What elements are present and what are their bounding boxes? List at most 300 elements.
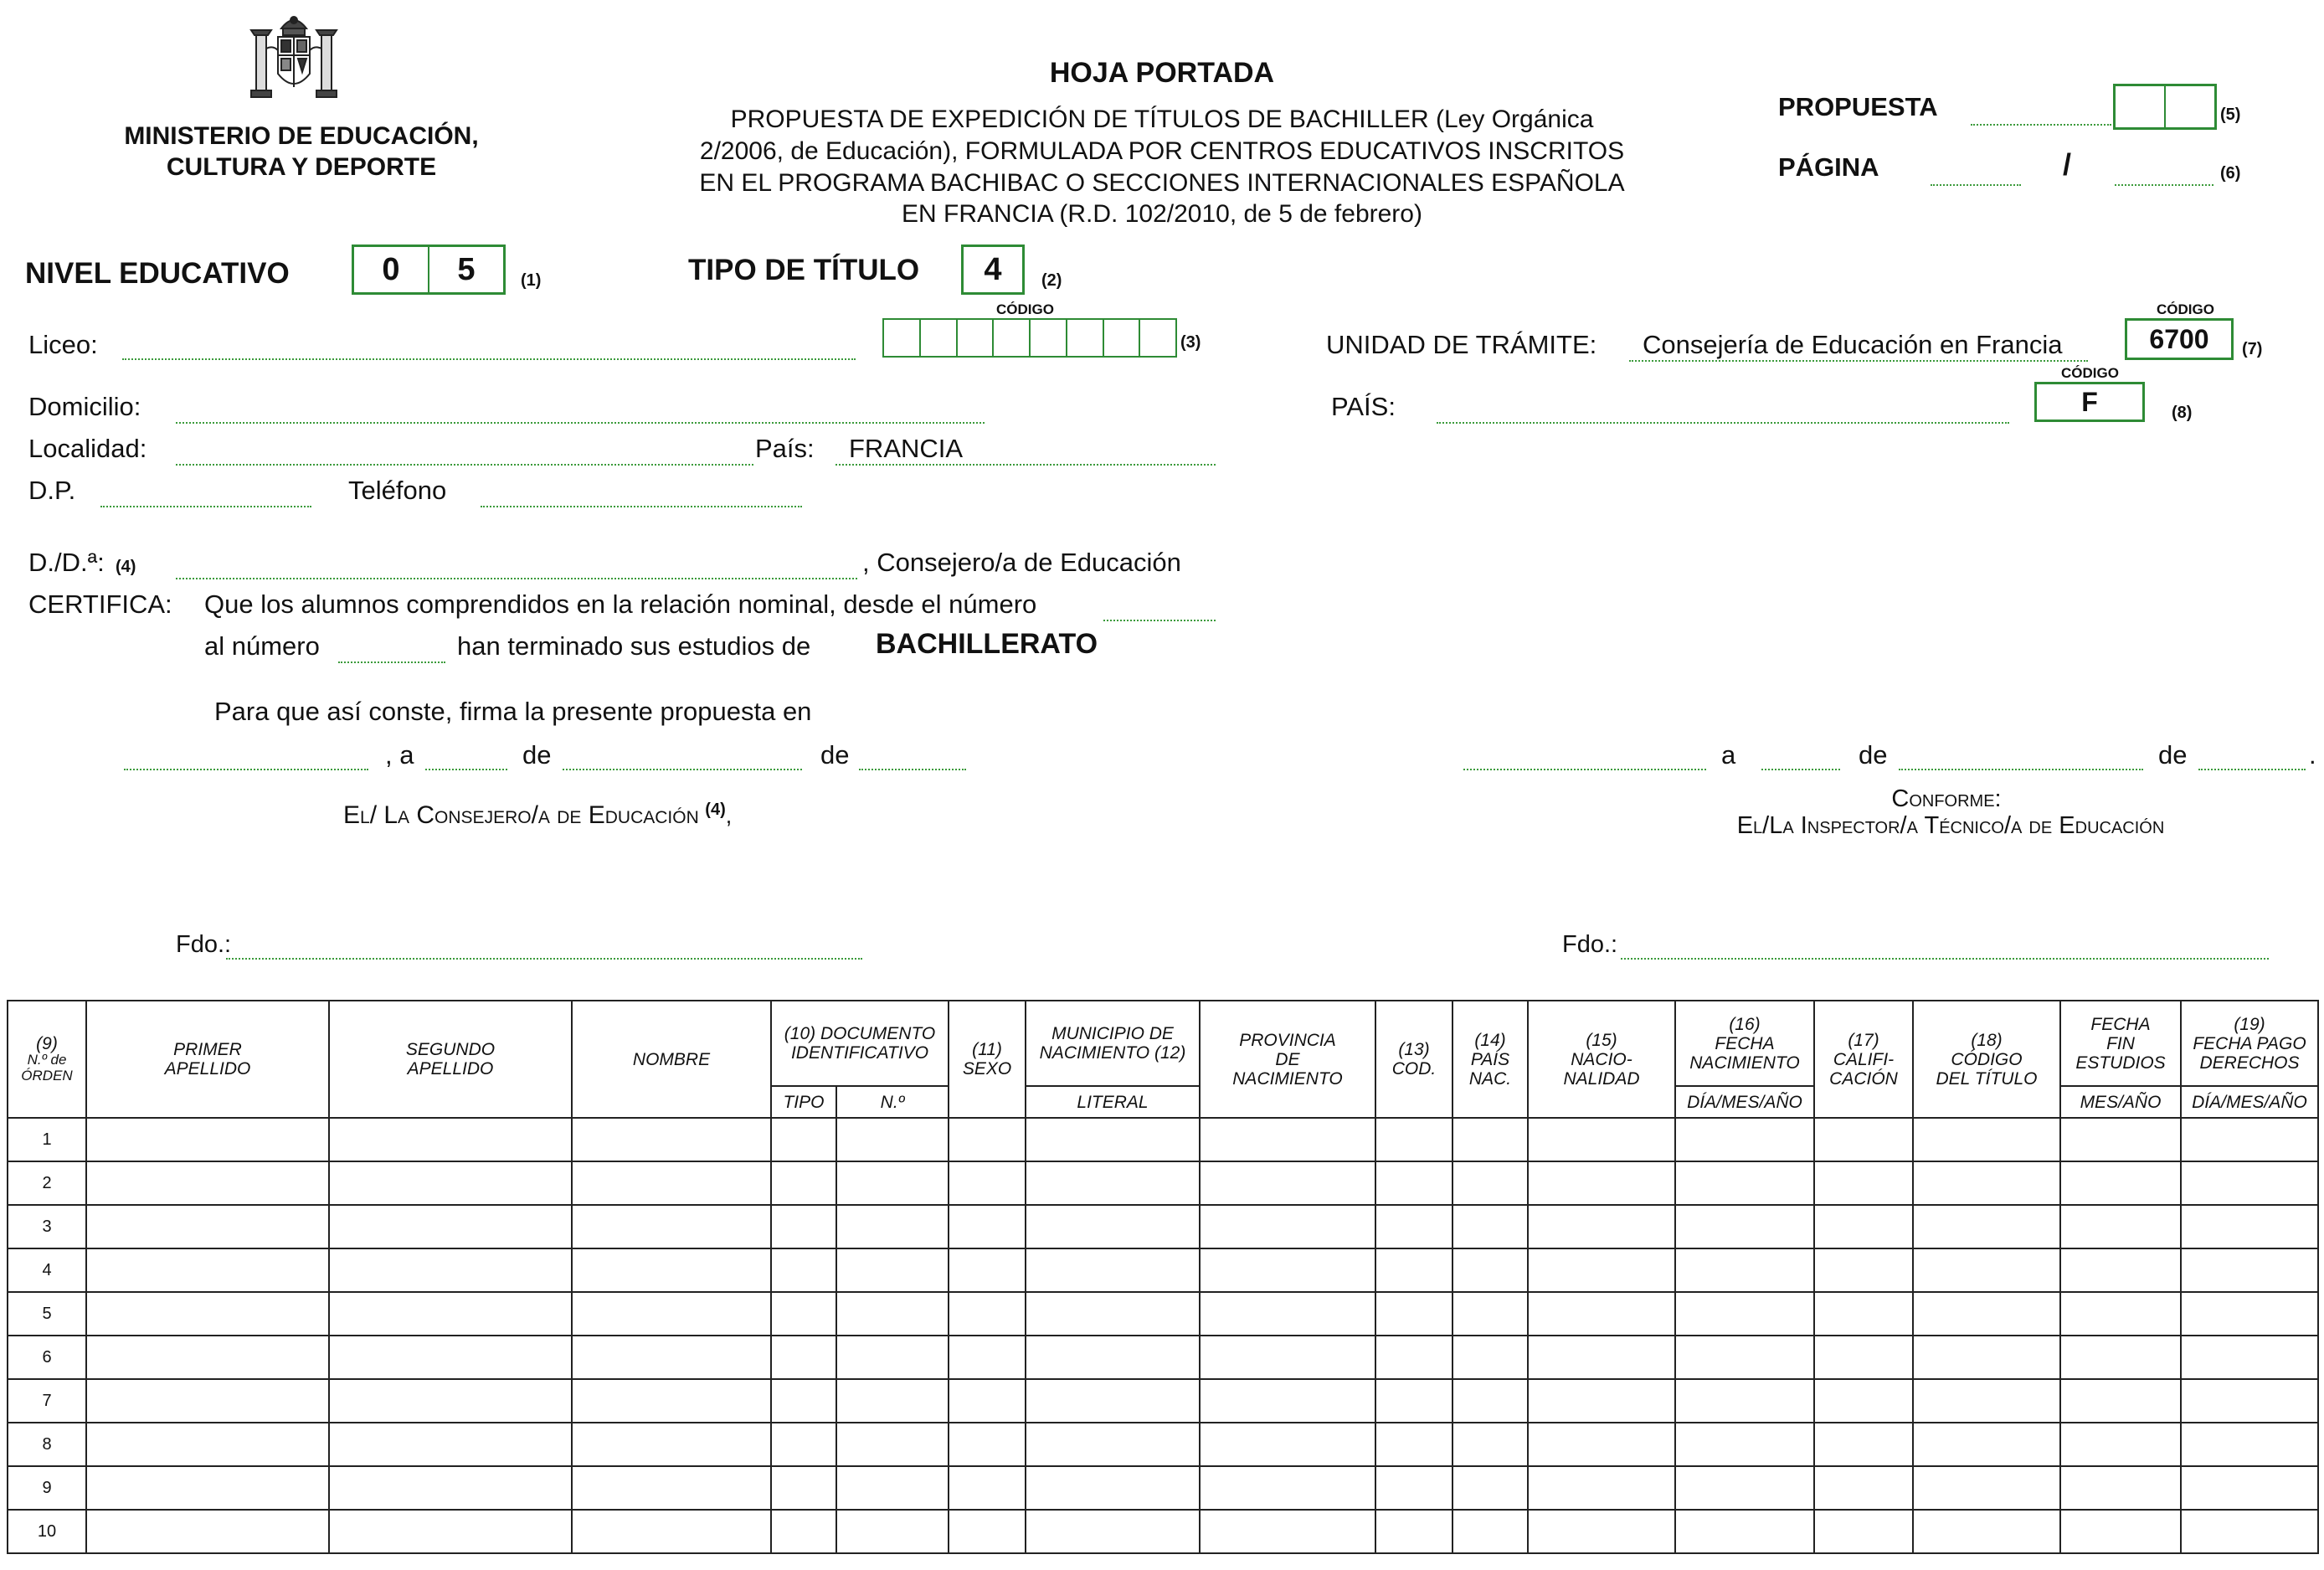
table-cell[interactable] xyxy=(1200,1466,1375,1510)
table-cell[interactable] xyxy=(2060,1466,2181,1510)
table-cell[interactable] xyxy=(1675,1423,1814,1466)
table-cell[interactable] xyxy=(1675,1292,1814,1336)
col-calif-h3: CACIÓN xyxy=(1829,1068,1898,1089)
table-cell[interactable] xyxy=(86,1466,329,1510)
table-cell[interactable] xyxy=(572,1292,771,1336)
table-cell[interactable] xyxy=(1814,1466,1913,1510)
table-cell[interactable] xyxy=(1528,1336,1675,1379)
table-cell[interactable] xyxy=(329,1510,572,1553)
propuesta-line[interactable] xyxy=(1971,124,2111,126)
table-row xyxy=(8,1379,2318,1423)
table-cell[interactable] xyxy=(1913,1423,2060,1466)
conforme-period: . xyxy=(2309,740,2316,770)
table-cell[interactable] xyxy=(1375,1510,1452,1553)
table-cell[interactable] xyxy=(1375,1336,1452,1379)
table-cell[interactable] xyxy=(949,1161,1026,1205)
table-cell[interactable] xyxy=(949,1336,1026,1379)
table-cell[interactable] xyxy=(2060,1161,2181,1205)
table-cell[interactable] xyxy=(86,1118,329,1161)
conforme-anio-line[interactable] xyxy=(2198,769,2306,770)
table-cell[interactable] xyxy=(86,1205,329,1248)
table-cell[interactable] xyxy=(1375,1248,1452,1292)
consejero-signature-title xyxy=(343,800,732,830)
table-cell[interactable] xyxy=(86,1423,329,1466)
table-cell[interactable] xyxy=(2060,1118,2181,1161)
col-fecha-nac-h1: (16) xyxy=(1729,1014,1761,1034)
fdo-left-line[interactable] xyxy=(226,958,862,960)
pagina-note: (6) xyxy=(2220,164,2241,183)
table-cell[interactable] xyxy=(86,1336,329,1379)
table-cell[interactable] xyxy=(1675,1205,1814,1248)
col-calificacion-header xyxy=(1814,1001,1913,1118)
col-provincia-header xyxy=(1200,1001,1375,1118)
table-cell[interactable] xyxy=(1675,1248,1814,1292)
table-cell[interactable] xyxy=(2181,1248,2318,1292)
certifica-line2-a: al número xyxy=(204,631,320,661)
table-cell[interactable] xyxy=(1675,1466,1814,1510)
table-cell[interactable] xyxy=(1913,1118,2060,1161)
col-cod-h1: (13) xyxy=(1398,1040,1430,1059)
table-cell[interactable] xyxy=(1528,1205,1675,1248)
row-order-number: 8 xyxy=(8,1423,86,1466)
liceo-note: (3) xyxy=(1180,333,1201,352)
table-cell[interactable] xyxy=(1200,1423,1375,1466)
table-cell[interactable] xyxy=(1675,1161,1814,1205)
table-row xyxy=(8,1161,2318,1205)
table-cell[interactable] xyxy=(329,1423,572,1466)
table-cell[interactable] xyxy=(836,1205,949,1248)
table-cell[interactable] xyxy=(1375,1423,1452,1466)
certifica-hasta-line[interactable] xyxy=(338,661,445,663)
table-cell[interactable] xyxy=(1528,1466,1675,1510)
ministry-name-line1: MINISTERIO DE EDUCACIÓN, xyxy=(124,122,479,150)
table-cell[interactable] xyxy=(1528,1118,1675,1161)
table-cell[interactable] xyxy=(771,1118,836,1161)
table-cell[interactable] xyxy=(1814,1510,1913,1553)
table-row xyxy=(8,1466,2318,1510)
table-cell[interactable] xyxy=(1814,1118,1913,1161)
conforme-mes-line[interactable] xyxy=(1899,769,2143,770)
table-cell[interactable] xyxy=(1913,1466,2060,1510)
nivel-note: (1) xyxy=(521,271,542,290)
liceo-code-cell-4[interactable] xyxy=(992,320,1029,356)
table-cell[interactable] xyxy=(1814,1423,1913,1466)
table-cell[interactable] xyxy=(1675,1118,1814,1161)
table-cell[interactable] xyxy=(1913,1510,2060,1553)
table-cell[interactable] xyxy=(771,1336,836,1379)
localidad-pais-value: FRANCIA xyxy=(849,434,964,463)
domicilio-label: Domicilio: xyxy=(28,392,141,421)
firma-mes-line[interactable] xyxy=(563,769,802,770)
table-cell[interactable] xyxy=(771,1248,836,1292)
table-cell[interactable] xyxy=(86,1379,329,1423)
col-fecha-pago-h3: DERECHOS xyxy=(2199,1053,2300,1073)
pagina-current-line[interactable] xyxy=(1931,184,2021,186)
table-cell[interactable] xyxy=(572,1248,771,1292)
pais-right-note: (8) xyxy=(2172,404,2193,422)
pais-right-line[interactable] xyxy=(1437,422,2009,424)
table-cell[interactable] xyxy=(836,1423,949,1466)
table-cell[interactable] xyxy=(836,1118,949,1161)
table-cell[interactable] xyxy=(1913,1205,2060,1248)
table-cell[interactable] xyxy=(1452,1161,1528,1205)
table-cell[interactable] xyxy=(1375,1118,1452,1161)
table-row xyxy=(8,1205,2318,1248)
table-cell[interactable] xyxy=(329,1118,572,1161)
consejero-title-text: El/ La Consejero/a de Educación xyxy=(343,801,699,829)
firma-intro: Para que así conste, firma la presente propuesta en xyxy=(214,697,812,726)
table-cell[interactable] xyxy=(1452,1510,1528,1553)
table-cell[interactable] xyxy=(572,1336,771,1379)
table-cell[interactable] xyxy=(2060,1423,2181,1466)
table-cell[interactable] xyxy=(1913,1379,2060,1423)
table-row xyxy=(8,1118,2318,1161)
propuesta-note: (5) xyxy=(2220,106,2241,124)
col-orden-h3: ÓRDEN xyxy=(21,1067,73,1084)
conforme-title: Conforme: xyxy=(1891,785,2002,812)
col-municipio-h2: NACIMIENTO (12) xyxy=(1039,1043,1186,1063)
table-cell[interactable] xyxy=(1528,1248,1675,1292)
unidad-tramite-value: Consejería de Educación en Francia xyxy=(1643,330,2063,359)
table-cell[interactable] xyxy=(836,1161,949,1205)
table-cell[interactable] xyxy=(2181,1118,2318,1161)
col-nacionalidad-h3: NALIDAD xyxy=(1563,1068,1640,1089)
liceo-code-cell-2[interactable] xyxy=(919,320,956,356)
table-cell[interactable] xyxy=(1452,1118,1528,1161)
tipo-titulo-box xyxy=(961,245,1025,295)
liceo-code-cell-6[interactable] xyxy=(1066,320,1103,356)
pagina-total-line[interactable] xyxy=(2115,184,2213,186)
table-cell[interactable] xyxy=(836,1248,949,1292)
table-cell[interactable] xyxy=(1452,1466,1528,1510)
firma-de-2: de xyxy=(820,740,850,770)
row-order-number: 1 xyxy=(8,1118,86,1161)
table-cell[interactable] xyxy=(949,1423,1026,1466)
table-cell[interactable] xyxy=(1026,1423,1200,1466)
table-cell[interactable] xyxy=(1026,1336,1200,1379)
col-codtit-h1: (18) xyxy=(1971,1030,2003,1050)
table-cell[interactable] xyxy=(572,1510,771,1553)
table-row xyxy=(8,1510,2318,1553)
table-cell[interactable] xyxy=(572,1423,771,1466)
table-cell[interactable] xyxy=(1026,1379,1200,1423)
col-nombre-header: NOMBRE xyxy=(572,1001,771,1118)
table-cell[interactable] xyxy=(771,1466,836,1510)
col-provincia-h2: DE xyxy=(1275,1049,1300,1069)
firma-de-1: de xyxy=(522,740,552,770)
col-municipio-sub-header: LITERAL xyxy=(1026,1086,1200,1118)
conforme-de-1: de xyxy=(1859,740,1888,770)
tipo-titulo-note: (2) xyxy=(1041,271,1062,290)
table-cell[interactable] xyxy=(1026,1466,1200,1510)
pagina-slash: / xyxy=(2063,147,2072,182)
col-pais-h1: (14) xyxy=(1474,1030,1506,1050)
table-cell[interactable] xyxy=(836,1510,949,1553)
table-cell[interactable] xyxy=(949,1248,1026,1292)
conforme-de-2: de xyxy=(2158,740,2188,770)
table-cell[interactable] xyxy=(329,1292,572,1336)
col-calif-h2: CALIFI- xyxy=(1833,1049,1895,1069)
col-codtit-h2: CÓDIGO xyxy=(1951,1049,2023,1069)
domicilio-line[interactable] xyxy=(176,422,985,424)
table-cell[interactable] xyxy=(329,1336,572,1379)
table-cell[interactable] xyxy=(1913,1161,2060,1205)
table-cell[interactable] xyxy=(771,1510,836,1553)
liceo-code-cell-1[interactable] xyxy=(884,320,919,356)
col-orden-header xyxy=(8,1001,86,1118)
table-cell[interactable] xyxy=(836,1292,949,1336)
table-cell[interactable] xyxy=(2181,1292,2318,1336)
table-cell[interactable] xyxy=(2181,1205,2318,1248)
unidad-codigo-box xyxy=(2125,318,2234,360)
localidad-pais-line xyxy=(836,464,1216,466)
table-cell[interactable] xyxy=(1913,1248,2060,1292)
table-cell[interactable] xyxy=(1528,1510,1675,1553)
col-fecha-pago-header xyxy=(2181,1001,2318,1086)
table-cell[interactable] xyxy=(2060,1379,2181,1423)
localidad-line[interactable] xyxy=(176,464,753,466)
table-cell[interactable] xyxy=(2181,1161,2318,1205)
table-cell[interactable] xyxy=(1026,1510,1200,1553)
table-cell[interactable] xyxy=(949,1510,1026,1553)
table-cell[interactable] xyxy=(771,1161,836,1205)
table-row xyxy=(8,1336,2318,1379)
table-cell[interactable] xyxy=(1026,1205,1200,1248)
table-cell[interactable] xyxy=(572,1379,771,1423)
table-cell[interactable] xyxy=(1375,1205,1452,1248)
table-cell[interactable] xyxy=(86,1510,329,1553)
table-cell[interactable] xyxy=(1452,1248,1528,1292)
table-cell[interactable] xyxy=(1814,1379,1913,1423)
row-order-number: 10 xyxy=(8,1510,86,1553)
table-cell[interactable] xyxy=(1814,1248,1913,1292)
table-cell[interactable] xyxy=(2060,1248,2181,1292)
table-cell[interactable] xyxy=(1814,1336,1913,1379)
table-cell[interactable] xyxy=(1200,1205,1375,1248)
col-orden-h1: (9) xyxy=(36,1033,58,1053)
row-order-number: 9 xyxy=(8,1466,86,1510)
fdo-right-label: Fdo.: xyxy=(1562,931,1618,958)
liceo-codigo-label: CÓDIGO xyxy=(996,301,1054,317)
table-cell[interactable] xyxy=(1200,1336,1375,1379)
col-doc-h2: IDENTIFICATIVO xyxy=(790,1043,929,1063)
table-cell[interactable] xyxy=(2060,1205,2181,1248)
table-cell[interactable] xyxy=(1200,1510,1375,1553)
firma-anio-line[interactable] xyxy=(859,769,966,770)
table-cell[interactable] xyxy=(949,1205,1026,1248)
table-cell[interactable] xyxy=(1675,1379,1814,1423)
firma-comma-a: , a xyxy=(385,740,414,770)
unidad-tramite-line xyxy=(1629,360,2088,362)
telefono-line[interactable] xyxy=(481,506,802,507)
subtitle-line-1: PROPUESTA DE EXPEDICIÓN DE TÍTULOS DE BACHILLER (Ley Orgánica xyxy=(730,106,1594,133)
table-cell[interactable] xyxy=(949,1466,1026,1510)
tipo-titulo-label: TIPO DE TÍTULO xyxy=(688,254,920,286)
subtitle-line-2: 2/2006, de Educación), FORMULADA POR CENTROS EDUCATIVOS INSCRITOS xyxy=(699,137,1625,165)
dp-label: D.P. xyxy=(28,476,76,505)
table-cell[interactable] xyxy=(86,1292,329,1336)
table-cell[interactable] xyxy=(572,1161,771,1205)
col-doc-num-header: N.º xyxy=(836,1086,949,1118)
col-primer-h2: APELLIDO xyxy=(164,1059,251,1078)
table-cell[interactable] xyxy=(1375,1161,1452,1205)
table-cell[interactable] xyxy=(1528,1292,1675,1336)
certifica-label: CERTIFICA: xyxy=(28,589,172,619)
col-segundo-h2: APELLIDO xyxy=(407,1059,494,1078)
table-cell[interactable] xyxy=(1528,1161,1675,1205)
dd-line[interactable] xyxy=(176,578,857,579)
table-cell[interactable] xyxy=(1675,1336,1814,1379)
table-cell[interactable] xyxy=(572,1466,771,1510)
table-cell[interactable] xyxy=(1200,1161,1375,1205)
table-cell[interactable] xyxy=(1913,1292,2060,1336)
table-cell[interactable] xyxy=(1200,1379,1375,1423)
propuesta-digit-1[interactable] xyxy=(2116,86,2164,127)
table-cell[interactable] xyxy=(1814,1161,1913,1205)
row-order-number: 2 xyxy=(8,1161,86,1205)
dp-line[interactable] xyxy=(100,506,311,507)
row-order-number: 7 xyxy=(8,1379,86,1423)
table-cell[interactable] xyxy=(329,1466,572,1510)
table-cell[interactable] xyxy=(86,1248,329,1292)
table-cell[interactable] xyxy=(1452,1292,1528,1336)
table-cell[interactable] xyxy=(329,1161,572,1205)
col-doc-h1: (10) DOCUMENTO xyxy=(784,1024,936,1043)
col-municipio-header xyxy=(1026,1001,1200,1086)
table-cell[interactable] xyxy=(836,1466,949,1510)
table-cell[interactable] xyxy=(1026,1248,1200,1292)
consejero-title-suffix: , xyxy=(725,803,733,828)
firma-lugar-line[interactable] xyxy=(124,769,368,770)
table-cell[interactable] xyxy=(1814,1292,1913,1336)
table-cell[interactable] xyxy=(1913,1336,2060,1379)
table-cell[interactable] xyxy=(2060,1292,2181,1336)
table-cell[interactable] xyxy=(1200,1292,1375,1336)
table-cell[interactable] xyxy=(1200,1248,1375,1292)
table-cell[interactable] xyxy=(572,1118,771,1161)
table-cell[interactable] xyxy=(836,1336,949,1379)
col-primer-apellido-header xyxy=(86,1001,329,1118)
table-cell[interactable] xyxy=(329,1248,572,1292)
table-cell[interactable] xyxy=(771,1423,836,1466)
liceo-code-cell-8[interactable] xyxy=(1139,320,1175,356)
subtitle-line-3: EN EL PROGRAMA BACHIBAC O SECCIONES INTERNACIONALES ESPAÑOLA xyxy=(699,169,1625,197)
row-order-number: 6 xyxy=(8,1336,86,1379)
table-cell[interactable] xyxy=(1452,1423,1528,1466)
col-fecha-nac-h3: NACIMIENTO xyxy=(1689,1053,1800,1073)
table-cell[interactable] xyxy=(1528,1379,1675,1423)
pais-right-label: PAÍS: xyxy=(1331,392,1396,421)
table-cell[interactable] xyxy=(1452,1336,1528,1379)
table-cell[interactable] xyxy=(771,1379,836,1423)
consejero-title-note: (4) xyxy=(705,800,726,819)
table-cell[interactable] xyxy=(2060,1336,2181,1379)
table-row xyxy=(8,1292,2318,1336)
col-sexo-h1: (11) xyxy=(972,1040,1002,1059)
col-provincia-h3: NACIMIENTO xyxy=(1232,1068,1343,1089)
page-title: HOJA PORTADA xyxy=(1049,57,1275,89)
liceo-codigo-box[interactable] xyxy=(882,318,1177,358)
subtitle-line-4: EN FRANCIA (R.D. 102/2010, de 5 de febrero) xyxy=(902,200,1422,228)
certifica-studies: BACHILLERATO xyxy=(876,628,1098,660)
col-orden-h2: N.º de xyxy=(27,1051,67,1068)
unidad-codigo-value: 6700 xyxy=(2149,323,2209,354)
col-nacionalidad-h1: (15) xyxy=(1586,1030,1617,1050)
table-cell[interactable] xyxy=(949,1379,1026,1423)
table-cell[interactable] xyxy=(86,1161,329,1205)
table-cell[interactable] xyxy=(2181,1510,2318,1553)
propuesta-label: PROPUESTA xyxy=(1778,92,1938,121)
col-doc-tipo-header: TIPO xyxy=(771,1086,836,1118)
col-primer-h1: PRIMER xyxy=(173,1040,242,1059)
table-cell[interactable] xyxy=(771,1205,836,1248)
table-cell[interactable] xyxy=(329,1379,572,1423)
table-cell[interactable] xyxy=(1026,1161,1200,1205)
nivel-educativo-label: NIVEL EDUCATIVO xyxy=(25,257,290,290)
col-cod-h2: COD. xyxy=(1391,1059,1437,1078)
ministry-name-line2: CULTURA Y DEPORTE xyxy=(166,153,437,181)
table-cell[interactable] xyxy=(1026,1118,1200,1161)
table-cell[interactable] xyxy=(771,1292,836,1336)
fdo-right-line[interactable] xyxy=(1621,958,2269,960)
unidad-codigo-label: CÓDIGO xyxy=(2157,301,2214,317)
table-cell[interactable] xyxy=(1675,1510,1814,1553)
table-cell[interactable] xyxy=(1528,1423,1675,1466)
table-cell[interactable] xyxy=(2181,1466,2318,1510)
propuesta-box[interactable] xyxy=(2113,84,2217,130)
col-fecha-nac-h2: FECHA xyxy=(1715,1033,1775,1053)
row-order-number: 5 xyxy=(8,1292,86,1336)
table-cell[interactable] xyxy=(1814,1205,1913,1248)
table-cell[interactable] xyxy=(1375,1379,1452,1423)
table-row xyxy=(8,1248,2318,1292)
pais-codigo-value: F xyxy=(2081,386,2098,417)
table-cell[interactable] xyxy=(1452,1205,1528,1248)
liceo-line[interactable] xyxy=(122,358,856,360)
table-cell[interactable] xyxy=(1375,1466,1452,1510)
table-cell[interactable] xyxy=(2060,1510,2181,1553)
table-cell[interactable] xyxy=(1375,1292,1452,1336)
table-cell[interactable] xyxy=(2181,1336,2318,1379)
table-cell[interactable] xyxy=(2181,1423,2318,1466)
conforme-lugar-line[interactable] xyxy=(1463,769,1706,770)
dd-note: (4) xyxy=(116,558,136,576)
certifica-desde-line[interactable] xyxy=(1103,620,1216,621)
col-segundo-apellido-header xyxy=(329,1001,572,1118)
conforme-dia-line[interactable] xyxy=(1761,769,1840,770)
table-cell[interactable] xyxy=(949,1292,1026,1336)
col-fecha-fin-sub-header: MES/AÑO xyxy=(2060,1086,2181,1118)
fdo-left-label: Fdo.: xyxy=(176,931,232,958)
liceo-code-cell-7[interactable] xyxy=(1103,320,1139,356)
table-cell[interactable] xyxy=(949,1118,1026,1161)
table-cell[interactable] xyxy=(572,1205,771,1248)
propuesta-digit-2[interactable] xyxy=(2164,86,2214,127)
table-cell[interactable] xyxy=(329,1205,572,1248)
firma-dia-line[interactable] xyxy=(425,769,507,770)
table-cell[interactable] xyxy=(1452,1379,1528,1423)
col-documento-header xyxy=(771,1001,949,1086)
table-cell[interactable] xyxy=(836,1379,949,1423)
liceo-code-cell-3[interactable] xyxy=(956,320,993,356)
table-cell[interactable] xyxy=(2181,1379,2318,1423)
table-cell[interactable] xyxy=(1026,1292,1200,1336)
col-fecha-pago-h2: FECHA PAGO xyxy=(2193,1033,2306,1053)
table-cell[interactable] xyxy=(1200,1118,1375,1161)
dd-label: D./D.ª: xyxy=(28,548,105,577)
liceo-code-cell-5[interactable] xyxy=(1029,320,1066,356)
row-order-number: 3 xyxy=(8,1205,86,1248)
